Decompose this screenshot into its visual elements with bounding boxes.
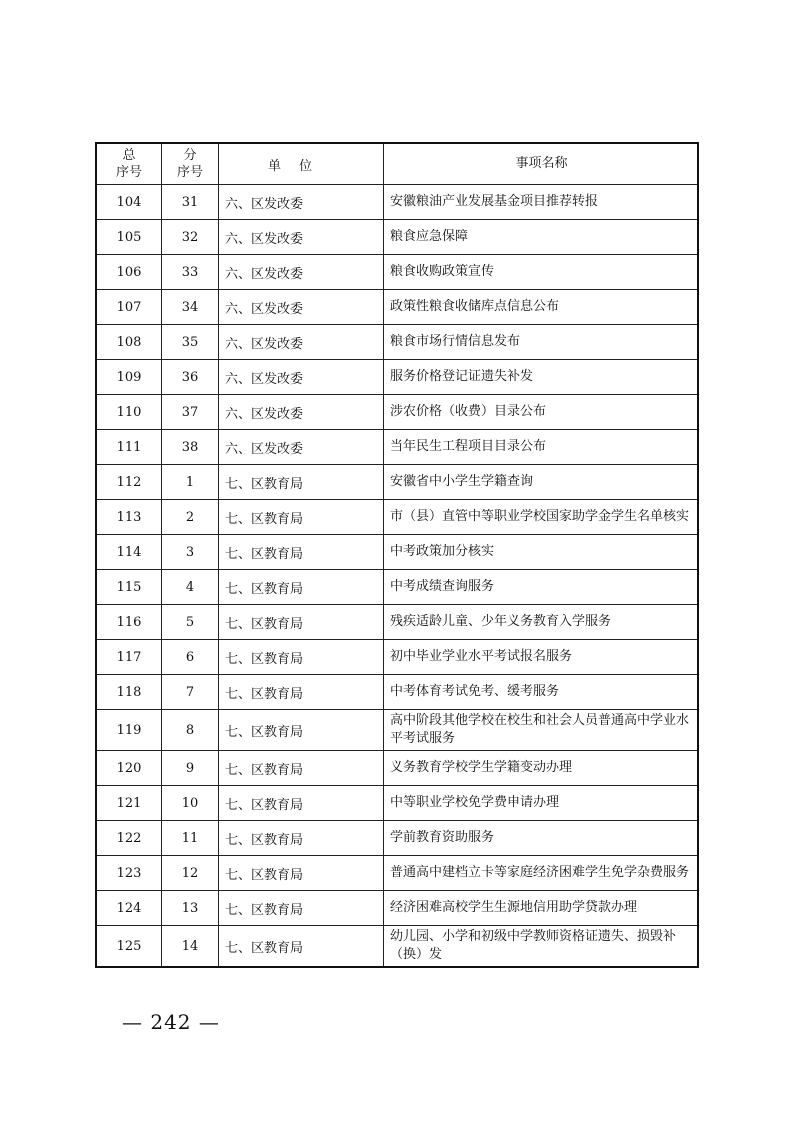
table-row bbox=[96, 220, 698, 255]
table-row bbox=[96, 395, 698, 430]
cell-item-name: 安徽粮油产业发展基金项目推荐转报 bbox=[384, 185, 699, 220]
cell-total-number: 113 bbox=[96, 500, 162, 535]
cell-total-number: 115 bbox=[96, 570, 162, 605]
table-row bbox=[96, 255, 698, 290]
cell-item-name: 市（县）直管中等职业学校国家助学金学生名单核实 bbox=[384, 500, 699, 535]
cell-total-number: 121 bbox=[96, 786, 162, 821]
cell-item-name: 中等职业学校免学费申请办理 bbox=[384, 786, 699, 821]
table-row bbox=[96, 325, 698, 360]
table-row bbox=[96, 500, 698, 535]
cell-sub-number: 3 bbox=[162, 535, 219, 570]
cell-total-number: 106 bbox=[96, 255, 162, 290]
cell-sub-number: 13 bbox=[162, 891, 219, 926]
cell-sub-number: 4 bbox=[162, 570, 219, 605]
cell-total-number: 118 bbox=[96, 675, 162, 710]
cell-unit: 六、区发改委 bbox=[219, 255, 384, 290]
table-row bbox=[96, 465, 698, 500]
cell-item-name: 经济困难高校学生生源地信用助学贷款办理 bbox=[384, 891, 699, 926]
cell-sub-number: 11 bbox=[162, 821, 219, 856]
cell-total-number: 107 bbox=[96, 290, 162, 325]
cell-total-number: 112 bbox=[96, 465, 162, 500]
cell-unit: 七、区教育局 bbox=[219, 710, 384, 751]
cell-item-name: 中考体育考试免考、缓考服务 bbox=[384, 675, 699, 710]
cell-item-name: 初中毕业学业水平考试报名服务 bbox=[384, 640, 699, 675]
cell-item-name: 中考政策加分核实 bbox=[384, 535, 699, 570]
cell-sub-number: 12 bbox=[162, 856, 219, 891]
cell-total-number: 116 bbox=[96, 605, 162, 640]
cell-sub-number: 14 bbox=[162, 926, 219, 968]
cell-item-name: 普通高中建档立卡等家庭经济困难学生免学杂费服务 bbox=[384, 856, 699, 891]
page-number: — 242 — bbox=[122, 1010, 220, 1034]
cell-unit: 七、区教育局 bbox=[219, 535, 384, 570]
cell-sub-number: 36 bbox=[162, 360, 219, 395]
cell-item-name: 涉农价格（收费）目录公布 bbox=[384, 395, 699, 430]
cell-unit: 七、区教育局 bbox=[219, 821, 384, 856]
header-unit: 单位 bbox=[219, 143, 384, 185]
cell-item-name: 残疾适龄儿童、少年义务教育入学服务 bbox=[384, 605, 699, 640]
cell-sub-number: 8 bbox=[162, 710, 219, 751]
table-row bbox=[96, 751, 698, 786]
cell-item-name: 高中阶段其他学校在校生和社会人员普通高中学业水平考试服务 bbox=[384, 710, 699, 751]
cell-total-number: 125 bbox=[96, 926, 162, 968]
table-row bbox=[96, 185, 698, 220]
header-item-name: 事项名称 bbox=[384, 143, 699, 185]
cell-sub-number: 2 bbox=[162, 500, 219, 535]
cell-unit: 七、区教育局 bbox=[219, 751, 384, 786]
cell-item-name: 当年民生工程项目目录公布 bbox=[384, 430, 699, 465]
table-row bbox=[96, 290, 698, 325]
cell-unit: 七、区教育局 bbox=[219, 675, 384, 710]
cell-sub-number: 34 bbox=[162, 290, 219, 325]
cell-sub-number: 5 bbox=[162, 605, 219, 640]
header-total-number: 总 序号 bbox=[96, 143, 162, 185]
cell-unit: 六、区发改委 bbox=[219, 325, 384, 360]
cell-sub-number: 33 bbox=[162, 255, 219, 290]
cell-unit: 七、区教育局 bbox=[219, 926, 384, 968]
table-header-row bbox=[96, 143, 698, 185]
table-row bbox=[96, 640, 698, 675]
table-row bbox=[96, 430, 698, 465]
cell-sub-number: 1 bbox=[162, 465, 219, 500]
cell-item-name: 幼儿园、小学和初级中学教师资格证遗失、损毁补（换）发 bbox=[384, 926, 699, 968]
cell-sub-number: 31 bbox=[162, 185, 219, 220]
cell-total-number: 111 bbox=[96, 430, 162, 465]
table-row bbox=[96, 675, 698, 710]
cell-unit: 六、区发改委 bbox=[219, 395, 384, 430]
cell-total-number: 104 bbox=[96, 185, 162, 220]
cell-total-number: 123 bbox=[96, 856, 162, 891]
cell-total-number: 119 bbox=[96, 710, 162, 751]
cell-unit: 七、区教育局 bbox=[219, 891, 384, 926]
table-row bbox=[96, 605, 698, 640]
cell-sub-number: 35 bbox=[162, 325, 219, 360]
cell-unit: 七、区教育局 bbox=[219, 465, 384, 500]
table-row bbox=[96, 891, 698, 926]
cell-item-name: 中考成绩查询服务 bbox=[384, 570, 699, 605]
cell-total-number: 108 bbox=[96, 325, 162, 360]
cell-unit: 七、区教育局 bbox=[219, 500, 384, 535]
cell-sub-number: 10 bbox=[162, 786, 219, 821]
cell-unit: 六、区发改委 bbox=[219, 430, 384, 465]
cell-unit: 七、区教育局 bbox=[219, 605, 384, 640]
table-row bbox=[96, 856, 698, 891]
table-row bbox=[96, 535, 698, 570]
cell-unit: 六、区发改委 bbox=[219, 220, 384, 255]
cell-item-name: 政策性粮食收储库点信息公布 bbox=[384, 290, 699, 325]
cell-total-number: 122 bbox=[96, 821, 162, 856]
cell-unit: 七、区教育局 bbox=[219, 640, 384, 675]
cell-unit: 六、区发改委 bbox=[219, 290, 384, 325]
table-row bbox=[96, 821, 698, 856]
cell-total-number: 105 bbox=[96, 220, 162, 255]
cell-total-number: 114 bbox=[96, 535, 162, 570]
cell-total-number: 120 bbox=[96, 751, 162, 786]
service-items-table bbox=[95, 142, 699, 968]
cell-total-number: 109 bbox=[96, 360, 162, 395]
header-sub-number: 分 序号 bbox=[162, 143, 219, 185]
table-row bbox=[96, 570, 698, 605]
cell-item-name: 安徽省中小学生学籍查询 bbox=[384, 465, 699, 500]
cell-item-name: 粮食市场行情信息发布 bbox=[384, 325, 699, 360]
cell-unit: 六、区发改委 bbox=[219, 360, 384, 395]
cell-item-name: 学前教育资助服务 bbox=[384, 821, 699, 856]
cell-total-number: 110 bbox=[96, 395, 162, 430]
cell-item-name: 服务价格登记证遗失补发 bbox=[384, 360, 699, 395]
cell-sub-number: 6 bbox=[162, 640, 219, 675]
cell-unit: 七、区教育局 bbox=[219, 570, 384, 605]
cell-sub-number: 37 bbox=[162, 395, 219, 430]
cell-item-name: 粮食应急保障 bbox=[384, 220, 699, 255]
cell-sub-number: 32 bbox=[162, 220, 219, 255]
cell-total-number: 124 bbox=[96, 891, 162, 926]
cell-item-name: 粮食收购政策宣传 bbox=[384, 255, 699, 290]
cell-unit: 七、区教育局 bbox=[219, 786, 384, 821]
table-body bbox=[96, 185, 698, 968]
table-row bbox=[96, 360, 698, 395]
cell-item-name: 义务教育学校学生学籍变动办理 bbox=[384, 751, 699, 786]
table-row bbox=[96, 786, 698, 821]
cell-sub-number: 7 bbox=[162, 675, 219, 710]
cell-sub-number: 9 bbox=[162, 751, 219, 786]
cell-unit: 七、区教育局 bbox=[219, 856, 384, 891]
cell-unit: 六、区发改委 bbox=[219, 185, 384, 220]
table-row bbox=[96, 926, 698, 968]
cell-sub-number: 38 bbox=[162, 430, 219, 465]
cell-total-number: 117 bbox=[96, 640, 162, 675]
table-row bbox=[96, 710, 698, 751]
